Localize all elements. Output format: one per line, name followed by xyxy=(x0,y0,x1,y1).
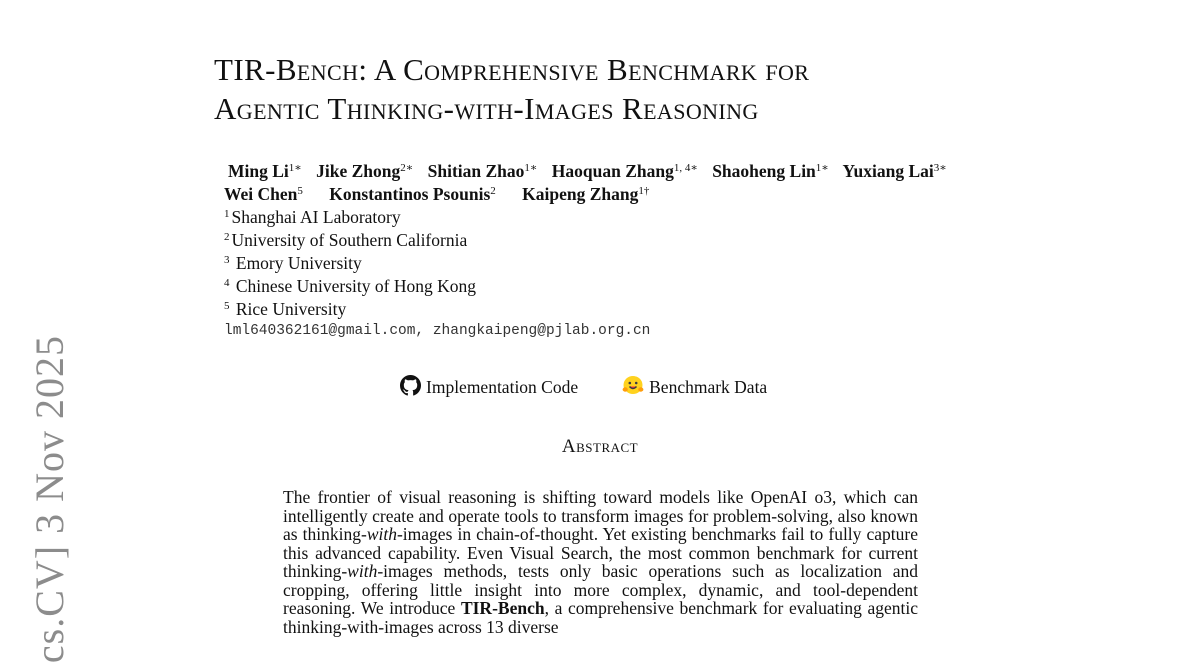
paper-title xyxy=(214,50,809,128)
author: Ming $Li^{1∗}$ xyxy=(228,161,302,181)
title-line-2: Agentic Thinking-with-Images Reasoning xyxy=(214,91,759,126)
affiliation: $^1$ Shanghai AI Laboratory xyxy=(224,207,401,227)
author: Yuxiang Lai$^{3∗}$ xyxy=(842,161,947,181)
implementation-code-link[interactable] xyxy=(400,375,578,401)
benchmark-data-label: Benchmark Data xyxy=(649,377,768,397)
github-icon xyxy=(400,375,421,401)
author: Wei Chen$^5$ xyxy=(224,184,303,204)
implementation-code-label: Implementation Code xyxy=(426,377,579,397)
author-list xyxy=(224,160,1048,206)
arxiv-side-stamp: cs.CV] 3 Nov 2025 xyxy=(27,335,72,663)
author: Konstantinos Psounis$^2$ xyxy=(329,184,496,204)
author: Kaipeng Zhang$^{1\dagger}$ xyxy=(522,184,650,204)
contact-email[interactable]: lml640362161@gmail.com, zhangkaipeng@pjlab.org.cn xyxy=(224,323,651,339)
author: Jike Zhong$^{2∗}$ xyxy=(316,161,414,181)
title-line-1: TIR-Bench: A Comprehensive Benchmark for xyxy=(214,52,810,87)
benchmark-data-link[interactable] xyxy=(622,374,767,401)
huggingface-icon xyxy=(622,374,644,401)
affiliation: $^2$ University of Southern California xyxy=(224,230,468,250)
author-row-1 xyxy=(228,160,1048,183)
affiliation: $^5$ Rice University xyxy=(224,299,347,319)
author: Shitian Zhao$^{1∗}$ xyxy=(427,161,538,181)
author: Haoquan Zhang$^{1, 4∗}$ xyxy=(551,161,698,181)
abstract-heading: Abstract xyxy=(561,436,639,457)
affiliations xyxy=(224,206,476,321)
affiliation: $^4$ Chinese University of Hong Kong xyxy=(224,276,476,296)
resource-links xyxy=(400,374,767,401)
author: Shaoheng Lin$^{1∗}$ xyxy=(712,161,829,181)
affiliation: $^3$ Emory University xyxy=(224,253,362,273)
author-row-2 xyxy=(224,183,1048,206)
abstract-text: The frontier of visual reasoning is shifting toward models like OpenAI o3, which can intelligently create and operate tools to transform images for problem-solving, also known as thinking-with-images in chain-of-thought. Yet existing benchmarks fail to fully capture this advanced capability. Even Visual Search, the most common benchmark for current thinking-with-images methods, tests only basic operations such as localization and cropping, offering little insight into more complex, dynamic, and tool-dependent reasoning. We introduce TIR-Bench, a comprehensive benchmark for evaluating agentic thinking-with-images across 13 diverse xyxy=(283,487,918,637)
